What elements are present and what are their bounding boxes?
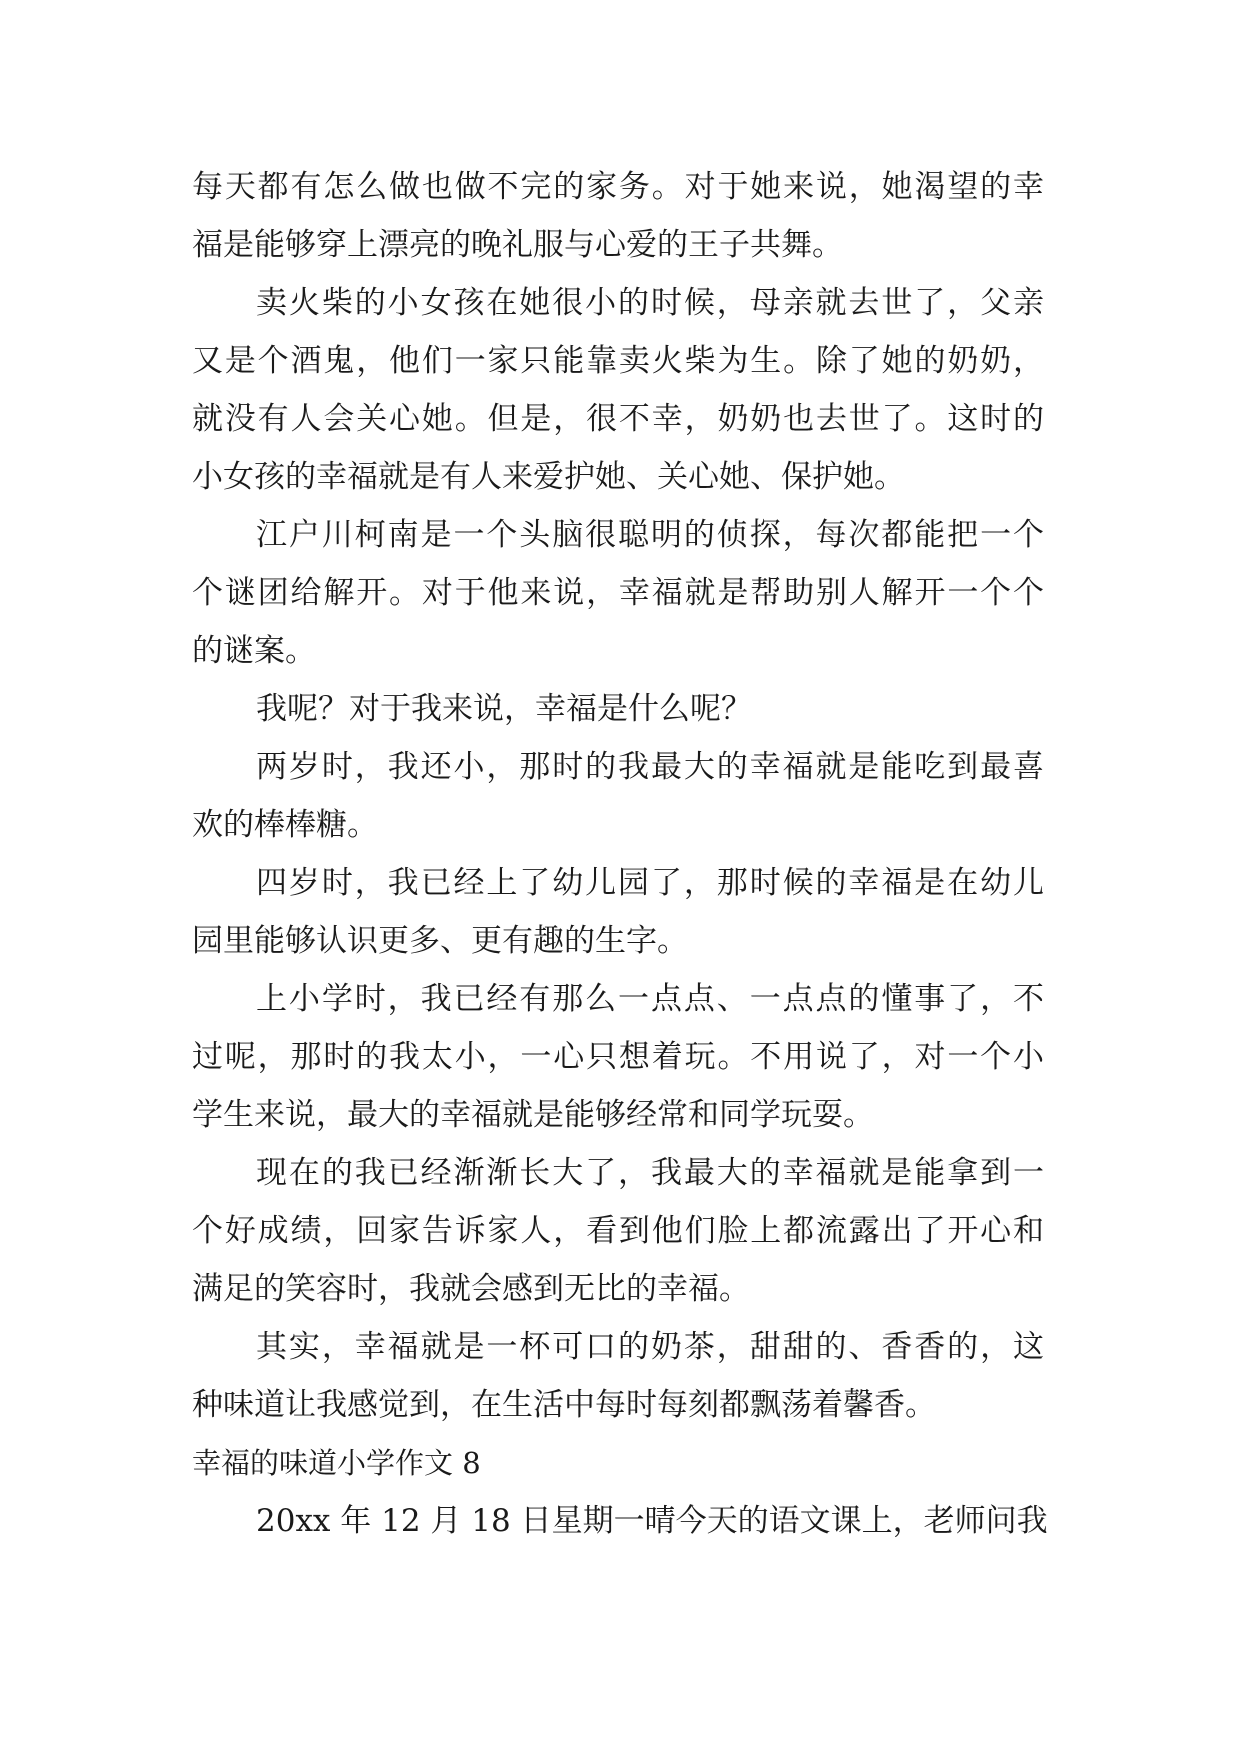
paragraph (192, 506, 1044, 680)
text-line: 其实，幸福就是一杯可口的奶茶，甜甜的、香香的，这 (256, 1329, 1044, 1365)
paragraph (192, 680, 1044, 738)
text-line: 又是个酒鬼，他们一家只能靠卖火柴为生。除了她的奶奶， (192, 343, 1044, 379)
text-line: 卖火柴的小女孩在她很小的时候，母亲就去世了，父亲 (256, 285, 1044, 321)
paragraph (192, 970, 1044, 1144)
text-line: 个谜团给解开。对于他来说，幸福就是帮助别人解开一个个 (192, 575, 1044, 611)
text-line: 两岁时，我还小，那时的我最大的幸福就是能吃到最喜 (256, 749, 1044, 785)
text-line: 小女孩的幸福就是有人来爱护她、关心她、保护她。 (192, 459, 905, 495)
text-line: 的谜案。 (192, 633, 316, 669)
paragraph (192, 854, 1044, 970)
text-line: 满足的笑容时，我就会感到无比的幸福。 (192, 1271, 750, 1307)
text-line: 就没有人会关心她。但是，很不幸，奶奶也去世了。这时的 (192, 401, 1044, 437)
text-line: 个好成绩，回家告诉家人，看到他们脸上都流露出了开心和 (192, 1213, 1044, 1249)
paragraph (192, 1492, 1048, 1550)
text-line: 园里能够认识更多、更有趣的生字。 (192, 923, 688, 959)
text-line: 我呢？对于我来说，幸福是什么呢？ (256, 691, 752, 727)
document-body (192, 158, 1048, 1550)
paragraph (192, 1144, 1044, 1318)
text-line: 20xx 年 12 月 18 日星期一晴今天的语文课上，老师问我 (256, 1503, 1048, 1539)
paragraph (192, 738, 1044, 854)
text-line: 现在的我已经渐渐长大了，我最大的幸福就是能拿到一 (256, 1155, 1044, 1191)
text-line: 欢的棒棒糖。 (192, 807, 378, 843)
text-line: 过呢，那时的我太小，一心只想着玩。不用说了，对一个小 (192, 1039, 1044, 1075)
text-line: 学生来说，最大的幸福就是能够经常和同学玩耍。 (192, 1097, 874, 1133)
section-heading: 幸福的味道小学作文 8 (192, 1446, 481, 1480)
text-line: 上小学时，我已经有那么一点点、一点点的懂事了，不 (256, 981, 1044, 1017)
text-line: 福是能够穿上漂亮的晚礼服与心爱的王子共舞。 (192, 227, 843, 263)
text-line: 四岁时，我已经上了幼儿园了，那时候的幸福是在幼儿 (256, 865, 1044, 901)
paragraph (192, 158, 1044, 274)
paragraph (192, 274, 1044, 506)
paragraph (192, 1318, 1044, 1434)
text-line: 每天都有怎么做也做不完的家务。对于她来说，她渴望的幸 (192, 169, 1044, 205)
text-line: 江户川柯南是一个头脑很聪明的侦探，每次都能把一个 (256, 517, 1044, 553)
text-line: 种味道让我感觉到，在生活中每时每刻都飘荡着馨香。 (192, 1387, 936, 1423)
